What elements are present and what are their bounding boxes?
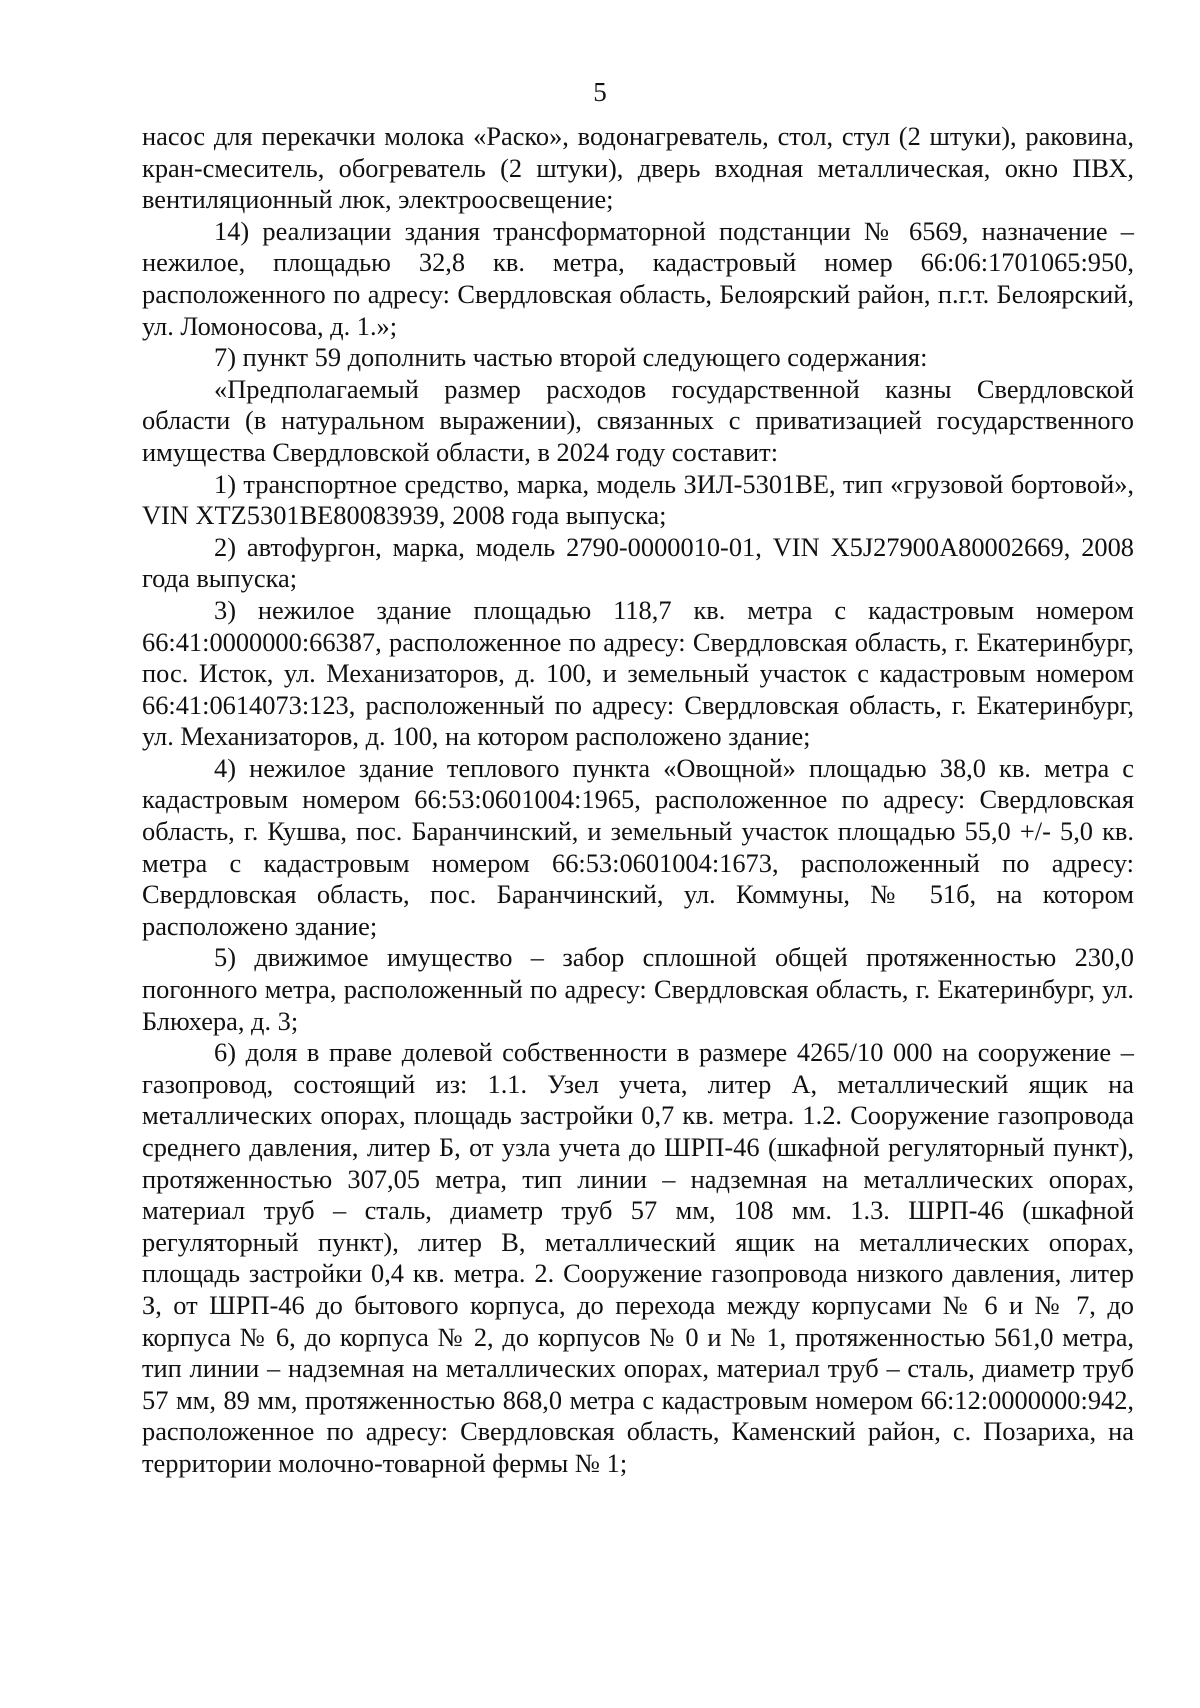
paragraph-item-6-gas-pipeline: 6) доля в праве долевой собственности в размере 4265/10 000 на сооружение – газопровод, состоящий из: 1.1. Узел учета, литер А, металлический ящик на металлических опорах, площадь застройки 0,7 кв. метра. 1.2. Сооружение газопровода среднего давления, литер Б, от узла учета до ШРП-46 (шкафной регуляторный пункт), протяженностью 307,05 метра, тип линии – надземная на металлических опорах, материал труб – сталь, диаметр труб 57 мм, 108 мм. 1.3. ШРП-46 (шкафной регуляторный пункт), литер В, металлический ящик на металлических опорах, площадь застройки 0,4 кв. метра. 2. Сооружение газопровода низкого давления, литер З, от ШРП-46 до бытового корпуса, до перехода между корпусами № 6 и № 7, до корпуса № 6, до корпуса № 2, до корпусов № 0 и № 1, протяженностью 561,0 метра, тип линии – надземная на металлических опорах, материал труб – сталь, диаметр труб 57 мм, 89 мм, протяженностью 868,0 метра с кадастровым номером 66:12:0000000:942, расположенное по адресу: Свердловская область, Каменский район, с. Позариха, на территории молочно-товарной фермы № 1; [142, 1037, 1134, 1478]
paragraph-item-1-truck: 1) транспортное средство, марка, модель ЗИЛ-5301ВЕ, тип «грузовой бортовой», VIN XTZ5301BE80083939, 2008 года выпуска; [142, 468, 1134, 531]
document-body [142, 121, 1134, 1480]
paragraph-item-2-van: 2) автофургон, марка, модель 2790-0000010-01, VIN X5J27900A80002669, 2008 года выпуска; [142, 531, 1134, 594]
page-number: 5 [593, 77, 607, 107]
paragraph-item-14-transformer-substation: 14) реализации здания трансформаторной подстанции № 6569, назначение – нежилое, площадью 32,8 кв. метра, кадастровый номер 66:06:1701065:950, расположенного по адресу: Свердловская область, Белоярский район, п.г.т. Белоярский, ул. Ломоносова, д. 1.»; [142, 215, 1134, 341]
paragraph-item-7-amendment: 7) пункт 59 дополнить частью второй следующего содержания: [214, 342, 928, 373]
paragraph-expenses-intro: «Предполагаемый размер расходов государственной казны Свердловской области (в натуральном выражении), связанных с приватизацией государственного имущества Свердловской области, в 2024 году составит: [142, 373, 1134, 467]
paragraph-item-4-heating-point: 4) нежилое здание теплового пункта «Овощной» площадью 38,0 кв. метра с кадастровым номером 66:53:0601004:1965, расположенное по адресу: Свердловская область, г. Кушва, пос. Баранчинский, и земельный участок площадью 55,0 +/- 5,0 кв. метра с кадастровым номером 66:53:0601004:1673, расположенный по адресу: Свердловская область, пос. Баранчинский, ул. Коммуны, № 51б, на котором расположено здание; [142, 752, 1134, 941]
paragraph-equipment-list: насос для перекачки молока «Раско», водонагреватель, стол, стул (2 штуки), раковина, кран-смеситель, обогреватель (2 штуки), дверь входная металлическая, окно ПВХ, вентиляционный люк, электроосвещение; [142, 121, 1134, 215]
paragraph-item-3-building-istok: 3) нежилое здание площадью 118,7 кв. метра с кадастровым номером 66:41:0000000:66387, расположенное по адресу: Свердловская область, г. Екатеринбург, пос. Исток, ул. Механизаторов, д. 100, и земельный участок с кадастровым номером 66:41:0614073:123, расположенный по адресу: Свердловская область, г. Екатеринбург, ул. Механизаторов, д. 100, на котором расположено здание; [142, 594, 1134, 752]
paragraph-item-5-fence: 5) движимое имущество – забор сплошной общей протяженностью 230,0 погонного метра, расположенный по адресу: Свердловская область, г. Екатеринбург, ул. Блюхера, д. 3; [142, 942, 1134, 1036]
